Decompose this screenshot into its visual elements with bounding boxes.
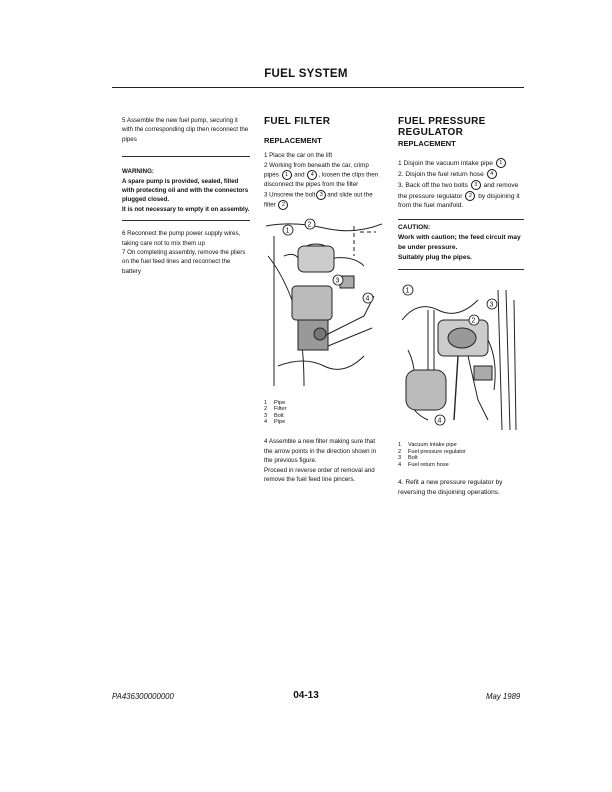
regulator-step-3-text-c: by disjoining it from the fuel manifold. [398,192,520,210]
filter-step-2-text-b: and [294,171,305,179]
callout-1-icon: 1 [282,170,292,180]
filter-step-3 [264,190,384,210]
legend-item: 4 Fuel return hose [398,461,449,468]
regulator-illustration [398,280,524,430]
legend-item: 2 Fuel pressure regulator [398,448,466,455]
document-date: May 1989 [486,692,521,701]
filter-step-3-text-b: and slide out the filter [264,191,373,209]
regulator-step-4: 4. Refit a new pressure regulator by reversing the disjoining operations. [398,479,503,497]
filter-step-3-text-a: 3 Unscrew the bolt [264,191,316,199]
column-fuel-pump [122,116,250,276]
regulator-step-3 [398,180,524,212]
caution-text-1: Work with caution; the feed circuit may be under pressure. [398,234,521,252]
callout-2-icon: 2 [278,200,288,210]
fig1-callout-2: 2 [307,221,312,229]
warning-text-1: A spare pump is provided, sealed, filled with protecting oil and with the connectors plugged closed. [122,177,249,204]
callout-1-icon: 1 [496,158,506,168]
regulator-legend [398,442,524,468]
divider [122,156,250,157]
legend-item: 3 Bolt [264,412,284,419]
callout-2-icon: 2 [465,191,475,201]
fig1-callout-1: 1 [285,227,290,235]
legend-item: 3 Bolt [398,455,418,462]
page-title: FUEL SYSTEM [264,68,348,80]
fuel-filter-legend [264,400,384,426]
callout-3-icon: 3 [316,190,326,200]
warning-text-2: It is not necessary to empty it on assembly. [122,205,250,213]
warning-title: WARNING: [122,168,154,176]
divider [398,219,524,220]
regulator-step-3-text-a: 3. Back off the two bolts [398,181,468,189]
legend-item: 2 Filter [264,406,287,413]
regulator-step-1-text: 1 Disjoin the vacuum intake pipe [398,160,493,168]
page-number: 04-13 [293,690,319,701]
callout-3-icon: 3 [471,180,481,190]
caution-title: CAUTION: [398,224,431,232]
regulator-heading-1: FUEL PRESSURE [398,116,486,127]
filter-step-2-text-a: 2 Working from beneath the car, crimp pipes [264,161,369,179]
filter-step-2 [264,161,384,190]
fuel-filter-heading: FUEL FILTER [264,116,331,127]
regulator-step-2-text: 2. Disjoin the fuel return hose [398,170,484,178]
fuel-filter-illustration [264,216,384,392]
regulator-step-1 [398,158,524,169]
caution-text-2: Suitably plug the pipes. [398,254,473,262]
column-fuel-filter [264,116,384,484]
document-code: PA436300000000 [112,692,174,701]
regulator-subheading: REPLACEMENT [398,139,456,148]
column-pressure-regulator [398,116,524,498]
filter-step-4: 4 Assemble a new filter making sure that the arrow points in the direction shown in the previous figure. [264,438,377,465]
fig1-callout-4: 4 [365,295,370,303]
callout-4-icon: 4 [307,170,317,180]
filter-proceed: Proceed in reverse order of removal and remove the fuel feed line pincers. [264,466,375,484]
step-7: 7 On completing assembly, remove the pliers on the fuel feed lines and reconnect the battery [122,249,246,275]
regulator-step-2 [398,169,524,180]
fig2-callout-4: 4 [437,417,442,425]
divider [398,269,524,270]
fuel-filter-subheading: REPLACEMENT [264,136,322,145]
legend-item: 1 Pipe [264,399,286,406]
fig2-callout-3: 3 [489,301,494,309]
header-rule [112,87,524,88]
legend-item: 4 Pipe [264,418,286,425]
filter-step-1: 1 Place the car on the lift [264,152,333,160]
callout-4-icon: 4 [487,169,497,179]
fig2-callout-1: 1 [405,287,410,295]
legend-item: 1 Vacuum intake pipe [398,442,457,449]
step-5: 5 Assemble the new fuel pump, securing it with the corresponding clip then reconnect the pipes [122,117,249,143]
filter-step-2-text-c: , loosen the clips then disconnect the pipes from the filter [264,171,379,189]
fig2-callout-2: 2 [471,317,476,325]
divider [122,220,250,221]
regulator-step-3-text-b: and remove the pressure regulator [398,181,519,200]
step-6: 6 Reconnect the pump power supply wires, taking care not to mix them up [122,230,241,247]
fig1-callout-3: 3 [335,277,340,285]
regulator-heading-2: REGULATOR [398,127,464,138]
